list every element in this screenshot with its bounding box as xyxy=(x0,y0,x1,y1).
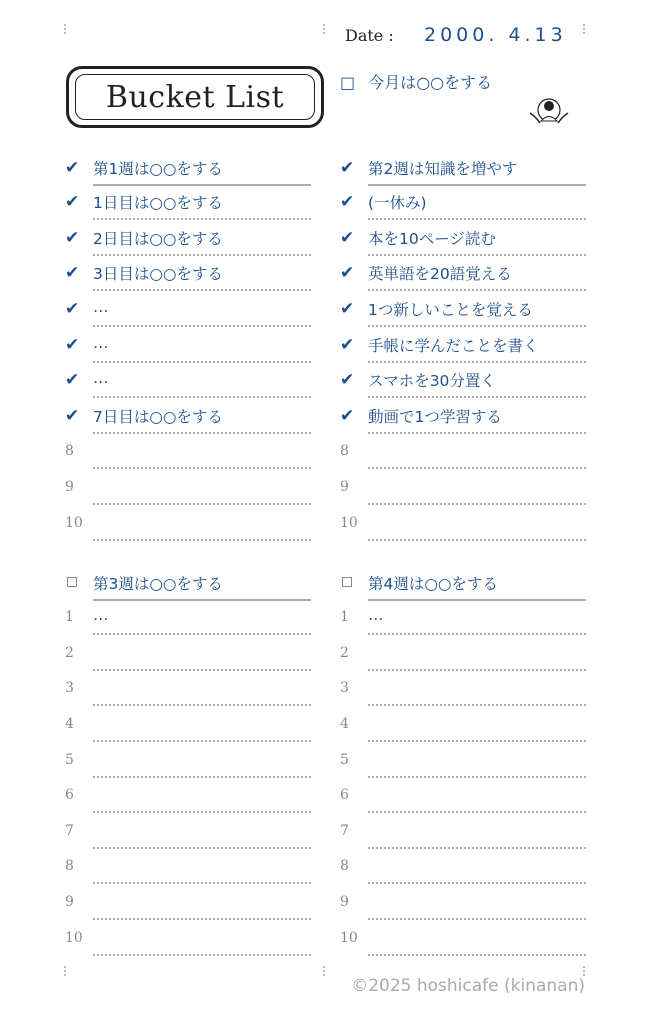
list-item xyxy=(65,813,311,849)
item-number: 8 xyxy=(340,858,349,875)
check-icon[interactable]: ✔ xyxy=(65,370,80,391)
dotted-rule xyxy=(93,539,311,541)
item-number: 2 xyxy=(65,644,74,661)
dotted-rule xyxy=(368,539,586,541)
list-item xyxy=(65,327,311,363)
list-item xyxy=(65,706,311,742)
corner-dots xyxy=(323,966,325,976)
item-number: 5 xyxy=(65,751,74,768)
copyright-credit: ©2025 hoshicafe (kinanan) xyxy=(351,976,585,996)
check-icon[interactable]: ✔ xyxy=(65,227,80,248)
item-number: 7 xyxy=(65,822,74,839)
check-icon[interactable]: ✔ xyxy=(340,227,355,248)
list-item xyxy=(340,327,586,363)
list-item xyxy=(340,920,586,956)
list-item xyxy=(65,220,311,256)
list-item xyxy=(340,505,586,541)
item-text[interactable]: 動画で1つ学習する xyxy=(368,407,502,426)
list-item xyxy=(65,599,311,635)
checkbox-icon[interactable]: □ xyxy=(340,73,356,92)
item-number: 9 xyxy=(65,893,74,910)
item-text[interactable]: 3日目は○○をする xyxy=(93,265,223,284)
item-number: 10 xyxy=(65,514,83,531)
list-item xyxy=(340,777,586,813)
item-text[interactable]: 英単語を20語覚える xyxy=(368,265,512,284)
list-item xyxy=(340,848,586,884)
list-item xyxy=(340,813,586,849)
item-text[interactable]: スマホを30分置く xyxy=(368,372,496,391)
page-title: Bucket List xyxy=(75,74,315,120)
list-item xyxy=(340,599,586,635)
list-item xyxy=(65,398,311,434)
check-icon[interactable]: ✔ xyxy=(65,334,80,355)
item-text[interactable]: 7日目は○○をする xyxy=(93,407,223,426)
list-item xyxy=(340,742,586,778)
check-icon[interactable]: ✔ xyxy=(340,370,355,391)
list-item xyxy=(340,469,586,505)
section-header xyxy=(65,565,311,601)
item-text[interactable]: 本を10ページ読む xyxy=(368,229,496,248)
corner-dots xyxy=(64,24,66,34)
corner-dots xyxy=(583,966,585,976)
list-item xyxy=(65,469,311,505)
check-icon[interactable]: ✔ xyxy=(340,298,355,319)
girl-emblem-icon xyxy=(528,95,570,127)
list-item xyxy=(65,505,311,541)
list-item xyxy=(65,255,311,291)
date-value[interactable]: 2000. 4.13 xyxy=(424,24,567,46)
list-item xyxy=(65,433,311,469)
list-item xyxy=(340,635,586,671)
item-number: 8 xyxy=(65,858,74,875)
item-text[interactable]: 2日目は○○をする xyxy=(93,229,223,248)
check-icon[interactable]: ✔ xyxy=(65,405,80,426)
check-icon[interactable]: ✔ xyxy=(340,334,355,355)
date-label: Date : xyxy=(345,26,394,45)
list-item xyxy=(65,884,311,920)
month-goal-text: 今月は○○をする xyxy=(368,73,493,92)
item-text[interactable]: … xyxy=(368,606,384,625)
check-icon[interactable]: ✔ xyxy=(65,263,80,284)
list-item xyxy=(65,670,311,706)
item-number: 4 xyxy=(340,715,349,732)
check-icon[interactable]: ✔ xyxy=(65,192,80,213)
check-icon[interactable]: ✔ xyxy=(340,405,355,426)
section-header xyxy=(340,150,586,186)
item-number: 9 xyxy=(340,893,349,910)
item-text[interactable]: (一休み) xyxy=(368,194,427,213)
item-number: 10 xyxy=(340,514,358,531)
check-icon[interactable]: ✔ xyxy=(340,192,355,213)
item-number: 3 xyxy=(65,680,74,697)
list-item xyxy=(340,706,586,742)
list-item xyxy=(65,362,311,398)
list-item xyxy=(340,398,586,434)
checkbox-icon[interactable] xyxy=(67,577,77,587)
item-number: 9 xyxy=(340,478,349,495)
list-item xyxy=(65,848,311,884)
item-text[interactable]: … xyxy=(93,297,109,316)
corner-dots xyxy=(583,24,585,34)
item-text[interactable]: … xyxy=(93,606,109,625)
item-text[interactable]: … xyxy=(93,333,109,352)
list-item xyxy=(340,670,586,706)
list-item xyxy=(65,777,311,813)
item-number: 4 xyxy=(65,715,74,732)
item-number: 8 xyxy=(65,443,74,460)
list-item xyxy=(65,920,311,956)
list-item xyxy=(65,291,311,327)
item-text[interactable]: 手帳に学んだことを書く xyxy=(368,336,539,355)
list-item xyxy=(340,220,586,256)
list-item xyxy=(340,255,586,291)
check-icon[interactable]: ✔ xyxy=(65,298,80,319)
item-number: 5 xyxy=(340,751,349,768)
corner-dots xyxy=(323,24,325,34)
section-header xyxy=(340,565,586,601)
item-number: 9 xyxy=(65,478,74,495)
item-number: 10 xyxy=(340,929,358,946)
item-number: 6 xyxy=(65,787,74,804)
list-item xyxy=(340,884,586,920)
list-item xyxy=(65,184,311,220)
item-number: 1 xyxy=(340,609,349,626)
section-title[interactable]: 第1週は○○をする xyxy=(93,160,223,178)
item-text[interactable]: 1日目は○○をする xyxy=(93,194,223,213)
list-item xyxy=(340,184,586,220)
checkbox-icon[interactable] xyxy=(342,577,352,587)
check-icon[interactable]: ✔ xyxy=(340,263,355,284)
dotted-rule xyxy=(368,954,586,956)
list-item xyxy=(65,635,311,671)
title-frame xyxy=(66,66,324,128)
item-text[interactable]: … xyxy=(93,369,109,388)
dotted-rule xyxy=(93,954,311,956)
check-icon[interactable]: ✔ xyxy=(65,158,80,178)
check-icon[interactable]: ✔ xyxy=(340,158,355,178)
list-item xyxy=(340,362,586,398)
month-goal[interactable] xyxy=(340,70,492,93)
section-title[interactable]: 第4週は○○をする xyxy=(368,575,498,593)
list-item xyxy=(340,291,586,327)
list-item xyxy=(65,742,311,778)
item-number: 8 xyxy=(340,443,349,460)
item-number: 6 xyxy=(340,787,349,804)
item-number: 2 xyxy=(340,644,349,661)
item-text[interactable]: 1つ新しいことを覚える xyxy=(368,300,533,319)
item-number: 10 xyxy=(65,929,83,946)
section-title[interactable]: 第3週は○○をする xyxy=(93,575,223,593)
item-number: 1 xyxy=(65,609,74,626)
section-title[interactable]: 第2週は知識を増やす xyxy=(368,160,518,178)
corner-dots xyxy=(64,966,66,976)
item-number: 7 xyxy=(340,822,349,839)
item-number: 3 xyxy=(340,680,349,697)
section-header xyxy=(65,150,311,186)
list-item xyxy=(340,433,586,469)
